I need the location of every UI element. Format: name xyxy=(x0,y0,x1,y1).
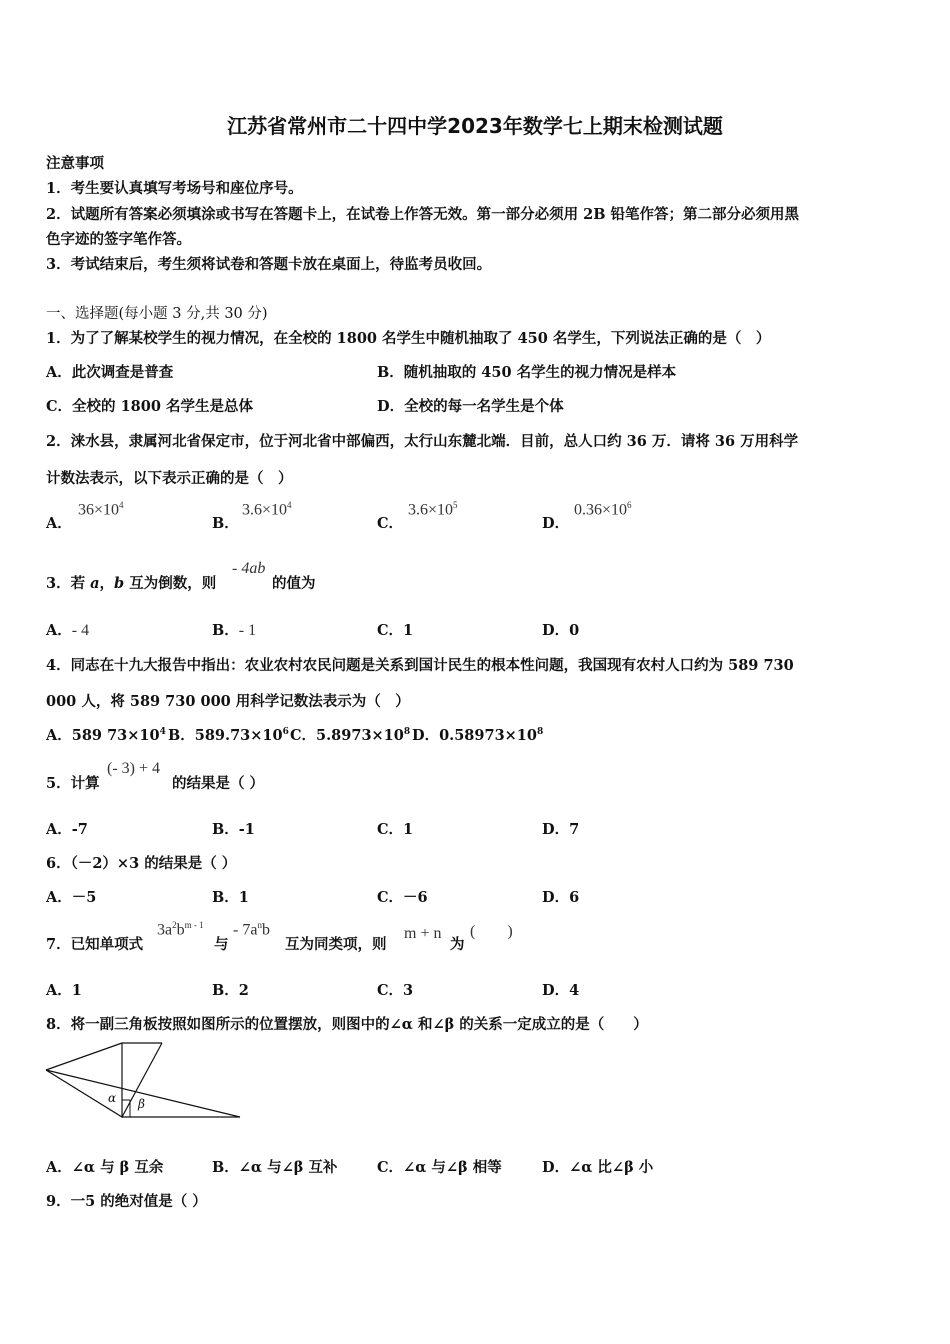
q1-option-b: B．随机抽取的 450 名学生的视力情况是样本 xyxy=(377,364,677,381)
q6-option-b: B．1 xyxy=(212,889,249,906)
q2-option-c-expr: $3.6\times 10^5$ xyxy=(408,500,458,519)
q7-option-b: B．2 xyxy=(212,982,249,999)
notice-item: 色字迹的签字笔作答。 xyxy=(46,231,191,248)
q5-option-d: D．7 xyxy=(542,821,580,838)
q3-option-d: D．0 xyxy=(542,622,580,639)
q3-option-a: A．- 4 xyxy=(46,622,90,639)
q3-option-c: C．1 xyxy=(377,622,414,639)
q3-expression: - 4ab xyxy=(232,560,266,577)
q8-option-c: C．∠α 与∠β 相等 xyxy=(377,1159,502,1176)
q8-option-a: A．∠α 与 β 互余 xyxy=(46,1159,164,1176)
q2-option-a-expr: $36\times 10^4$ xyxy=(78,500,124,519)
q1-option-c: C．全校的 1800 名学生是总体 xyxy=(46,398,253,415)
q8-option-d: D．∠α 比∠β 小 xyxy=(542,1159,654,1176)
alpha-label: α xyxy=(108,1091,117,1105)
q7-monomial-2: - $7a^nb$ xyxy=(233,920,270,939)
notice-heading: 注意事项 xyxy=(46,155,104,172)
question-1-stem: 1．为了了解某校学生的视力情况，在全校的 1800 名学生中随机抽取了 450 名学生，下列说法正确的是（ ） xyxy=(46,330,771,347)
question-5-stem: 5．计算 xyxy=(46,775,100,792)
question-2-stem: 计数法表示，以下表示正确的是（ ） xyxy=(46,470,293,487)
q1-option-d: D．全校的每一名学生是个体 xyxy=(377,398,564,415)
page-title: 江苏省常州市二十四中学2023年数学七上期末检测试题 xyxy=(227,114,723,138)
question-4-stem: 000 人，将 589 730 000 用科学记数法表示为（ ） xyxy=(46,693,410,710)
q5-expression: (- 3) + 4 xyxy=(107,760,161,777)
q7-answer-paren: ( ) xyxy=(470,923,513,940)
q2-option-b-expr: $3.6\times 10^4$ xyxy=(242,500,292,519)
question-7-text: 与 xyxy=(214,936,229,953)
notice-item: 1．考生要认真填写考场号和座位序号。 xyxy=(46,180,303,197)
q5-option-a: A．-7 xyxy=(46,821,88,838)
q3-option-b: B．- 1 xyxy=(212,622,257,639)
question-4-stem: 4．同志在十九大报告中指出：农业农村农民问题是关系到国计民生的根本性问题，我国现有农村人口约为 589 730 xyxy=(46,657,794,674)
q1-option-a: A．此次调查是普查 xyxy=(46,364,174,381)
notice-item: 3．考试结束后，考生须将试卷和答题卡放在桌面上，待监考员收回。 xyxy=(46,256,492,273)
question-9-stem: 9．一5 的绝对值是（ ） xyxy=(46,1193,207,1210)
question-6-stem: 6．（－2）×3 的结果是（ ） xyxy=(46,855,237,872)
q7-option-d: D．4 xyxy=(542,982,580,999)
q4-option-b: B．$589.73\times 10^6$ xyxy=(168,727,289,744)
q7-monomial-1: $3a^2b^{m - 1}$ xyxy=(157,920,204,939)
triangle-figure xyxy=(44,1040,244,1120)
q5-option-b: B．-1 xyxy=(212,821,255,838)
question-8-stem: 8．将一副三角板按照如图所示的位置摆放，则图中的∠α 和∠β 的关系一定成立的是（ ） xyxy=(46,1016,648,1033)
question-7-stem: 7．已知单项式 xyxy=(46,936,144,953)
q4-option-a: A．589 $73\times 10^4$ xyxy=(46,727,166,744)
notice-item: 2．试题所有答案必须填涂或书写在答题卡上，在试卷上作答无效。第一部分必须用 2B 铅笔作答；第二部分必须用黑 xyxy=(46,206,800,223)
question-3-stem: 3．若 a，b 互为倒数，则 xyxy=(46,575,217,592)
q8-option-b: B．∠α 与∠β 互补 xyxy=(212,1159,338,1176)
question-3-tail: 的值为 xyxy=(272,575,316,592)
section-heading: 一、选择题(每小题 3 分,共 30 分) xyxy=(46,306,268,322)
q5-option-c: C．1 xyxy=(377,821,414,838)
q2-option-b-label: B． xyxy=(212,515,239,532)
q6-option-d: D．6 xyxy=(542,889,580,906)
q6-option-c: C．－6 xyxy=(377,889,428,906)
q2-option-a-label: A． xyxy=(46,515,72,532)
q2-option-c-label: C． xyxy=(377,515,404,532)
q4-option-d: D．$0.58973\times 10^8$ xyxy=(412,727,544,744)
q4-option-c: C．$5.8973\times 10^8$ xyxy=(290,727,411,744)
question-5-tail: 的结果是（ ） xyxy=(172,775,265,792)
q2-option-d-label: D． xyxy=(542,515,570,532)
question-7-text: 互为同类项，则 xyxy=(285,936,387,953)
q2-option-d-expr: $0.36\times 10^6$ xyxy=(574,500,632,519)
question-7-text: 为 xyxy=(450,936,465,953)
q7-expression: m + n xyxy=(404,925,442,942)
beta-label: β xyxy=(138,1097,145,1111)
q6-option-a: A．－5 xyxy=(46,889,97,906)
q7-option-a: A．1 xyxy=(46,982,82,999)
q7-option-c: C．3 xyxy=(377,982,414,999)
question-2-stem: 2．涞水县，隶属河北省保定市，位于河北省中部偏西，太行山东麓北端．目前，总人口约 36 万．请将 36 万用科学 xyxy=(46,433,799,450)
